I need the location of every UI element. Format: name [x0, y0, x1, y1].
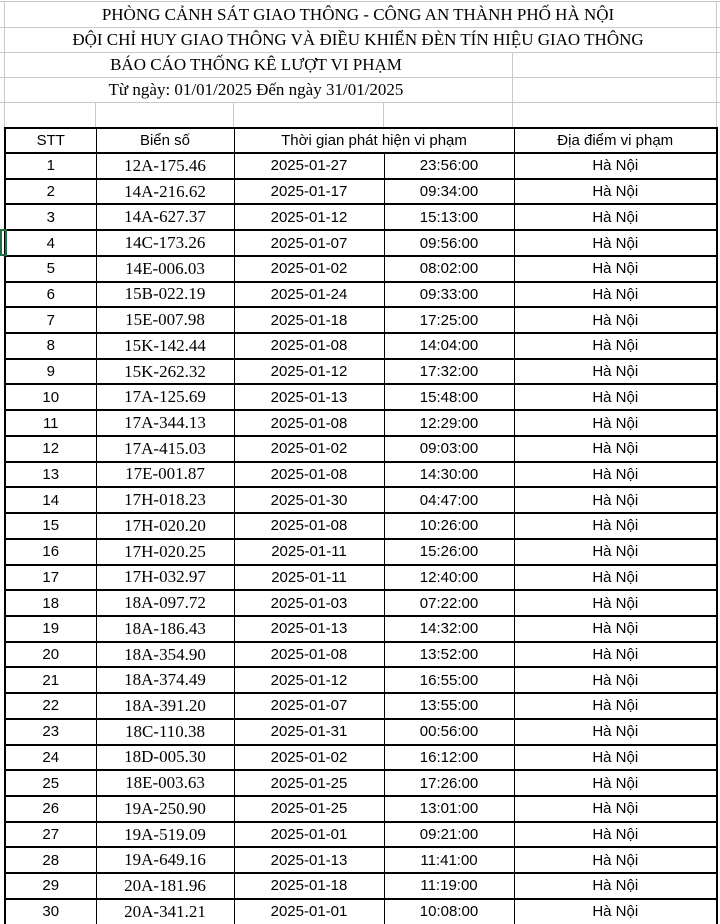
time-cell[interactable]: 09:03:00 [384, 436, 514, 462]
location-cell[interactable]: Hà Nội [514, 642, 717, 668]
date-cell[interactable]: 2025-01-25 [234, 770, 384, 796]
location-cell[interactable]: Hà Nội [514, 590, 717, 616]
location-cell[interactable]: Hà Nội [514, 719, 717, 745]
location-cell[interactable]: Hà Nội [514, 539, 717, 565]
stt-cell[interactable]: 24 [5, 745, 96, 771]
stt-cell[interactable]: 14 [5, 487, 96, 513]
table-row [5, 282, 717, 308]
gridline-v [716, 1, 717, 127]
location-cell[interactable]: Hà Nội [514, 667, 717, 693]
date-cell[interactable]: 2025-01-31 [234, 719, 384, 745]
plate-cell[interactable]: 15B-022.19 [96, 282, 234, 308]
time-cell[interactable]: 15:48:00 [384, 384, 514, 410]
table-row [5, 410, 717, 436]
table-header-row [5, 128, 717, 153]
stt-cell[interactable]: 20 [5, 642, 96, 668]
table-row [5, 384, 717, 410]
plate-cell[interactable]: 17A-125.69 [96, 384, 234, 410]
stt-cell[interactable]: 4 [5, 230, 96, 256]
date-cell[interactable]: 2025-01-02 [234, 436, 384, 462]
plate-cell[interactable]: 17E-001.87 [96, 462, 234, 488]
time-cell[interactable]: 16:12:00 [384, 745, 514, 771]
header-location[interactable]: Địa điểm vi phạm [514, 128, 717, 153]
location-cell[interactable]: Hà Nội [514, 307, 717, 333]
header-plate[interactable]: Biển số [96, 128, 234, 153]
location-cell[interactable]: Hà Nội [514, 256, 717, 282]
location-cell[interactable]: Hà Nội [514, 899, 717, 924]
gridline-h [0, 102, 720, 103]
plate-cell[interactable]: 14A-216.62 [96, 179, 234, 205]
location-cell[interactable]: Hà Nội [514, 487, 717, 513]
violations-table-body [5, 153, 717, 924]
date-cell[interactable]: 2025-01-08 [234, 642, 384, 668]
date-cell[interactable]: 2025-01-30 [234, 487, 384, 513]
time-cell[interactable]: 14:32:00 [384, 616, 514, 642]
date-cell[interactable]: 2025-01-11 [234, 539, 384, 565]
table-row [5, 745, 717, 771]
stt-cell[interactable]: 29 [5, 873, 96, 899]
location-cell[interactable]: Hà Nội [514, 796, 717, 822]
time-cell[interactable]: 00:56:00 [384, 719, 514, 745]
time-cell[interactable]: 11:19:00 [384, 873, 514, 899]
table-row [5, 642, 717, 668]
date-cell[interactable]: 2025-01-07 [234, 230, 384, 256]
stt-cell[interactable]: 25 [5, 770, 96, 796]
stt-cell[interactable]: 7 [5, 307, 96, 333]
date-cell[interactable]: 2025-01-13 [234, 847, 384, 873]
time-cell[interactable]: 15:26:00 [384, 539, 514, 565]
plate-cell[interactable]: 14C-173.26 [96, 230, 234, 256]
plate-cell[interactable]: 17A-415.03 [96, 436, 234, 462]
stt-cell[interactable]: 22 [5, 693, 96, 719]
table-row [5, 333, 717, 359]
stt-cell[interactable]: 3 [5, 204, 96, 230]
table-row [5, 667, 717, 693]
violations-table [4, 127, 718, 924]
stt-cell[interactable]: 8 [5, 333, 96, 359]
date-cell[interactable]: 2025-01-11 [234, 565, 384, 591]
plate-cell[interactable]: 17H-020.25 [96, 539, 234, 565]
date-cell[interactable]: 2025-01-27 [234, 153, 384, 179]
plate-cell[interactable]: 18E-003.63 [96, 770, 234, 796]
time-cell[interactable]: 17:25:00 [384, 307, 514, 333]
date-cell[interactable]: 2025-01-17 [234, 179, 384, 205]
gridline-v [95, 102, 96, 127]
date-cell[interactable]: 2025-01-18 [234, 873, 384, 899]
location-cell[interactable]: Hà Nội [514, 384, 717, 410]
time-cell[interactable]: 04:47:00 [384, 487, 514, 513]
plate-cell[interactable]: 12A-175.46 [96, 153, 234, 179]
location-cell[interactable]: Hà Nội [514, 513, 717, 539]
plate-cell[interactable]: 18D-005.30 [96, 745, 234, 771]
time-cell[interactable]: 07:22:00 [384, 590, 514, 616]
date-cell[interactable]: 2025-01-12 [234, 359, 384, 385]
date-cell[interactable]: 2025-01-08 [234, 462, 384, 488]
time-cell[interactable]: 16:55:00 [384, 667, 514, 693]
table-row [5, 256, 717, 282]
date-cell[interactable]: 2025-01-25 [234, 796, 384, 822]
location-cell[interactable]: Hà Nội [514, 822, 717, 848]
plate-cell[interactable]: 20A-341.21 [96, 899, 234, 924]
date-cell[interactable]: 2025-01-08 [234, 513, 384, 539]
table-row [5, 230, 717, 256]
time-cell[interactable]: 12:40:00 [384, 565, 514, 591]
location-cell[interactable]: Hà Nội [514, 410, 717, 436]
table-row [5, 436, 717, 462]
header-stt[interactable]: STT [5, 128, 96, 153]
table-row [5, 307, 717, 333]
stt-cell[interactable]: 27 [5, 822, 96, 848]
location-cell[interactable]: Hà Nội [514, 333, 717, 359]
plate-cell[interactable]: 18A-354.90 [96, 642, 234, 668]
time-cell[interactable]: 14:30:00 [384, 462, 514, 488]
plate-cell[interactable]: 15K-142.44 [96, 333, 234, 359]
table-row [5, 539, 717, 565]
stt-cell[interactable]: 18 [5, 590, 96, 616]
stt-cell[interactable]: 17 [5, 565, 96, 591]
table-row [5, 899, 717, 924]
time-cell[interactable]: 11:41:00 [384, 847, 514, 873]
stt-cell[interactable]: 6 [5, 282, 96, 308]
plate-cell[interactable]: 18A-186.43 [96, 616, 234, 642]
table-row [5, 719, 717, 745]
stt-cell[interactable]: 13 [5, 462, 96, 488]
location-cell[interactable]: Hà Nội [514, 204, 717, 230]
plate-cell[interactable]: 14E-006.03 [96, 256, 234, 282]
stt-cell[interactable]: 23 [5, 719, 96, 745]
table-row [5, 822, 717, 848]
time-cell[interactable]: 23:56:00 [384, 153, 514, 179]
time-cell[interactable]: 10:26:00 [384, 513, 514, 539]
date-cell[interactable]: 2025-01-08 [234, 410, 384, 436]
time-cell[interactable]: 09:56:00 [384, 230, 514, 256]
date-cell[interactable]: 2025-01-24 [234, 282, 384, 308]
plate-cell[interactable]: 15K-262.32 [96, 359, 234, 385]
stt-cell[interactable]: 1 [5, 153, 96, 179]
location-cell[interactable]: Hà Nội [514, 230, 717, 256]
location-cell[interactable]: Hà Nội [514, 770, 717, 796]
stt-cell[interactable]: 2 [5, 179, 96, 205]
date-cell[interactable]: 2025-01-03 [234, 590, 384, 616]
plate-cell[interactable]: 17H-020.20 [96, 513, 234, 539]
date-cell[interactable]: 2025-01-13 [234, 384, 384, 410]
time-cell[interactable]: 09:33:00 [384, 282, 514, 308]
plate-cell[interactable]: 18C-110.38 [96, 719, 234, 745]
table-row [5, 590, 717, 616]
active-cell-selection[interactable] [0, 229, 7, 256]
plate-cell[interactable]: 14A-627.37 [96, 204, 234, 230]
time-cell[interactable]: 13:01:00 [384, 796, 514, 822]
time-cell[interactable]: 13:55:00 [384, 693, 514, 719]
location-cell[interactable]: Hà Nội [514, 462, 717, 488]
time-cell[interactable]: 08:02:00 [384, 256, 514, 282]
table-row [5, 565, 717, 591]
location-cell[interactable]: Hà Nội [514, 847, 717, 873]
location-cell[interactable]: Hà Nội [514, 153, 717, 179]
stt-cell[interactable]: 9 [5, 359, 96, 385]
time-cell[interactable]: 12:29:00 [384, 410, 514, 436]
time-cell[interactable]: 13:52:00 [384, 642, 514, 668]
location-cell[interactable]: Hà Nội [514, 693, 717, 719]
stt-cell[interactable]: 19 [5, 616, 96, 642]
stt-cell[interactable]: 12 [5, 436, 96, 462]
stt-cell[interactable]: 10 [5, 384, 96, 410]
table-row [5, 616, 717, 642]
time-cell[interactable]: 17:26:00 [384, 770, 514, 796]
gridline-v [383, 102, 384, 127]
plate-cell[interactable]: 18A-097.72 [96, 590, 234, 616]
location-cell[interactable]: Hà Nội [514, 282, 717, 308]
plate-cell[interactable]: 17H-018.23 [96, 487, 234, 513]
date-cell[interactable]: 2025-01-01 [234, 899, 384, 924]
report-title-line2[interactable]: ĐỘI CHỈ HUY GIAO THÔNG VÀ ĐIỀU KHIỂN ĐÈN TÍN HIỆU GIAO THÔNG [72, 30, 644, 49]
table-row [5, 796, 717, 822]
report-date-range[interactable]: Từ ngày: 01/01/2025 Đến ngày 31/01/2025 [108, 80, 404, 99]
table-row [5, 487, 717, 513]
table-row [5, 179, 717, 205]
header-detection-time[interactable]: Thời gian phát hiện vi phạm [234, 128, 514, 153]
date-cell[interactable]: 2025-01-02 [234, 745, 384, 771]
date-cell[interactable]: 2025-01-13 [234, 616, 384, 642]
time-cell[interactable]: 10:08:00 [384, 899, 514, 924]
date-cell[interactable]: 2025-01-18 [234, 307, 384, 333]
time-cell[interactable]: 09:34:00 [384, 179, 514, 205]
table-row [5, 770, 717, 796]
plate-cell[interactable]: 19A-649.16 [96, 847, 234, 873]
location-cell[interactable]: Hà Nội [514, 745, 717, 771]
time-cell[interactable]: 17:32:00 [384, 359, 514, 385]
table-row [5, 873, 717, 899]
location-cell[interactable]: Hà Nội [514, 616, 717, 642]
plate-cell[interactable]: 19A-519.09 [96, 822, 234, 848]
location-cell[interactable]: Hà Nội [514, 565, 717, 591]
plate-cell[interactable]: 18A-374.49 [96, 667, 234, 693]
date-cell[interactable]: 2025-01-08 [234, 333, 384, 359]
date-cell[interactable]: 2025-01-12 [234, 667, 384, 693]
date-cell[interactable]: 2025-01-07 [234, 693, 384, 719]
table-row [5, 204, 717, 230]
table-row [5, 462, 717, 488]
gridline-v [512, 52, 513, 127]
date-cell[interactable]: 2025-01-01 [234, 822, 384, 848]
stt-cell[interactable]: 30 [5, 899, 96, 924]
location-cell[interactable]: Hà Nội [514, 359, 717, 385]
date-cell[interactable]: 2025-01-02 [234, 256, 384, 282]
stt-cell[interactable]: 26 [5, 796, 96, 822]
table-row [5, 359, 717, 385]
stt-cell[interactable]: 11 [5, 410, 96, 436]
plate-cell[interactable]: 18A-391.20 [96, 693, 234, 719]
table-row [5, 847, 717, 873]
plate-cell[interactable]: 19A-250.90 [96, 796, 234, 822]
location-cell[interactable]: Hà Nội [514, 436, 717, 462]
location-cell[interactable]: Hà Nội [514, 873, 717, 899]
stt-cell[interactable]: 21 [5, 667, 96, 693]
date-cell[interactable]: 2025-01-12 [234, 204, 384, 230]
time-cell[interactable]: 15:13:00 [384, 204, 514, 230]
plate-cell[interactable]: 20A-181.96 [96, 873, 234, 899]
table-row [5, 513, 717, 539]
plate-cell[interactable]: 17A-344.13 [96, 410, 234, 436]
stt-cell[interactable]: 16 [5, 539, 96, 565]
stt-cell[interactable]: 28 [5, 847, 96, 873]
plate-cell[interactable]: 15E-007.98 [96, 307, 234, 333]
table-row [5, 153, 717, 179]
plate-cell[interactable]: 17H-032.97 [96, 565, 234, 591]
time-cell[interactable]: 09:21:00 [384, 822, 514, 848]
stt-cell[interactable]: 15 [5, 513, 96, 539]
stt-cell[interactable]: 5 [5, 256, 96, 282]
location-cell[interactable]: Hà Nội [514, 179, 717, 205]
gridline-v [233, 102, 234, 127]
report-title-line1[interactable]: PHÒNG CẢNH SÁT GIAO THÔNG - CÔNG AN THÀNH PHỐ HÀ NỘI [101, 5, 615, 24]
time-cell[interactable]: 14:04:00 [384, 333, 514, 359]
report-title-line3[interactable]: BÁO CÁO THỐNG KÊ LƯỢT VI PHẠM [110, 55, 402, 74]
table-row [5, 693, 717, 719]
